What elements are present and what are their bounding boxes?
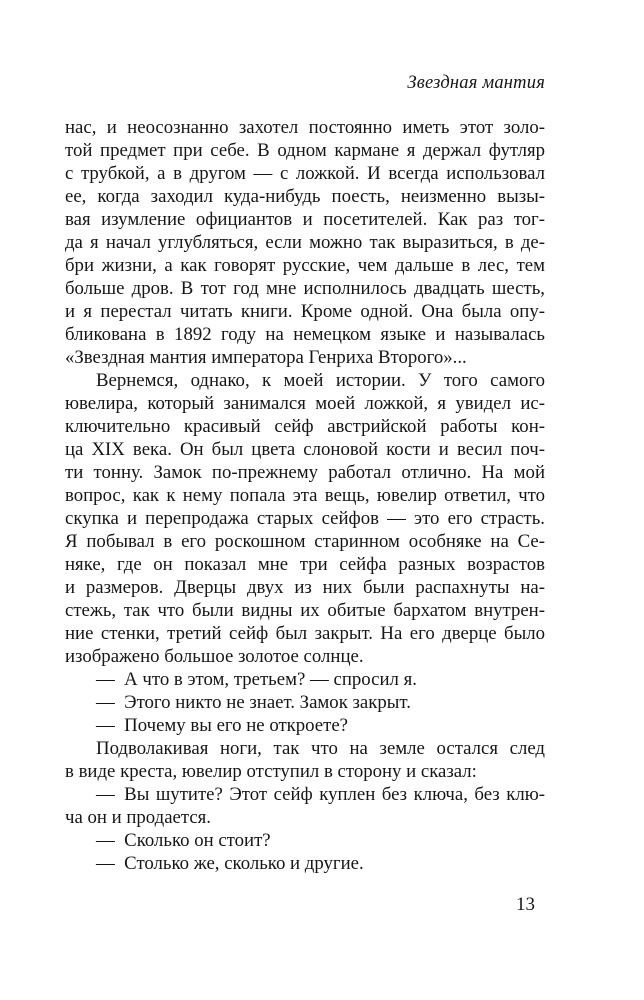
text-line: больше дров. В тот год мне исполнилось двадцать шесть,	[65, 278, 545, 299]
text-line: ца XIX века. Он был цвета слоновой кости и весил поч-	[65, 439, 545, 460]
text-line: изображено большое золотое солнце.	[65, 646, 364, 667]
text-line: в виде креста, ювелир отступил в сторону и сказал:	[65, 761, 477, 782]
text-line: той предмет при себе. В одном кармане я держал футляр	[65, 140, 545, 161]
text-line: скупка и перепродажа старых сейфов — это его страсть.	[65, 508, 545, 529]
text-line: ее, когда заходил куда-нибудь поесть, неизменно вызы-	[65, 186, 545, 207]
text-line: вопрос, как к нему попала эта вещь, ювелир ответил, что	[65, 485, 545, 506]
text-line: бри жизни, а как говорят русские, чем дальше в лес, тем	[65, 255, 545, 276]
page-number: 13	[516, 894, 535, 915]
text-line: ча он и продается.	[65, 807, 211, 828]
text-line: «Звездная мантия императора Генриха Второго»...	[65, 347, 467, 368]
text-line: — Столько же, сколько и другие.	[96, 853, 364, 874]
text-line: — Сколько он стоит?	[96, 830, 271, 851]
text-line: — Вы шутите? Этот сейф куплен без ключа, без клю-	[96, 784, 545, 805]
text-line: стежь, так что были видны их обитые бархатом внутрен-	[65, 600, 545, 621]
running-header: Звездная мантия	[407, 73, 545, 93]
text-line: Я побывал в его роскошном старинном особняке на Се-	[65, 531, 545, 552]
text-line: ключительно красивый сейф австрийской работы кон-	[65, 416, 545, 437]
text-line: да я начал углубляться, если можно так выразиться, в де-	[65, 232, 545, 253]
text-line: няке, где он показал мне три сейфа разных возрастов	[65, 554, 545, 575]
text-line: Подволакивая ноги, так что на земле остался след	[96, 738, 545, 759]
text-line: и размеров. Дверцы двух из них были распахнуты на-	[65, 577, 545, 598]
text-line: нас, и неосознанно захотел постоянно иметь этот золо-	[65, 117, 545, 138]
text-line: — Почему вы его не откроете?	[96, 715, 349, 736]
text-line: вая изумление официантов и посетителей. Как раз тог-	[65, 209, 545, 230]
text-line: — А что в этом, третьем? — спросил я.	[96, 669, 417, 690]
text-line: ние стенки, третий сейф был закрыт. На его дверце было	[65, 623, 545, 644]
text-line: бликована в 1892 году на немецком языке и называлась	[65, 324, 545, 345]
text-line: — Этого никто не знает. Замок закрыт.	[96, 692, 411, 713]
text-line: и я перестал читать книги. Кроме одной. Она была опу-	[65, 301, 545, 322]
body-text	[65, 116, 545, 875]
text-line: ти тонну. Замок по-прежнему работал отлично. На мой	[65, 462, 545, 483]
text-line: Вернемся, однако, к моей истории. У того самого	[96, 370, 545, 391]
text-line: ювелира, который занимался моей ложкой, я увидел ис-	[65, 393, 545, 414]
text-line: с трубкой, а в другом — с ложкой. И всегда использовал	[65, 163, 545, 184]
